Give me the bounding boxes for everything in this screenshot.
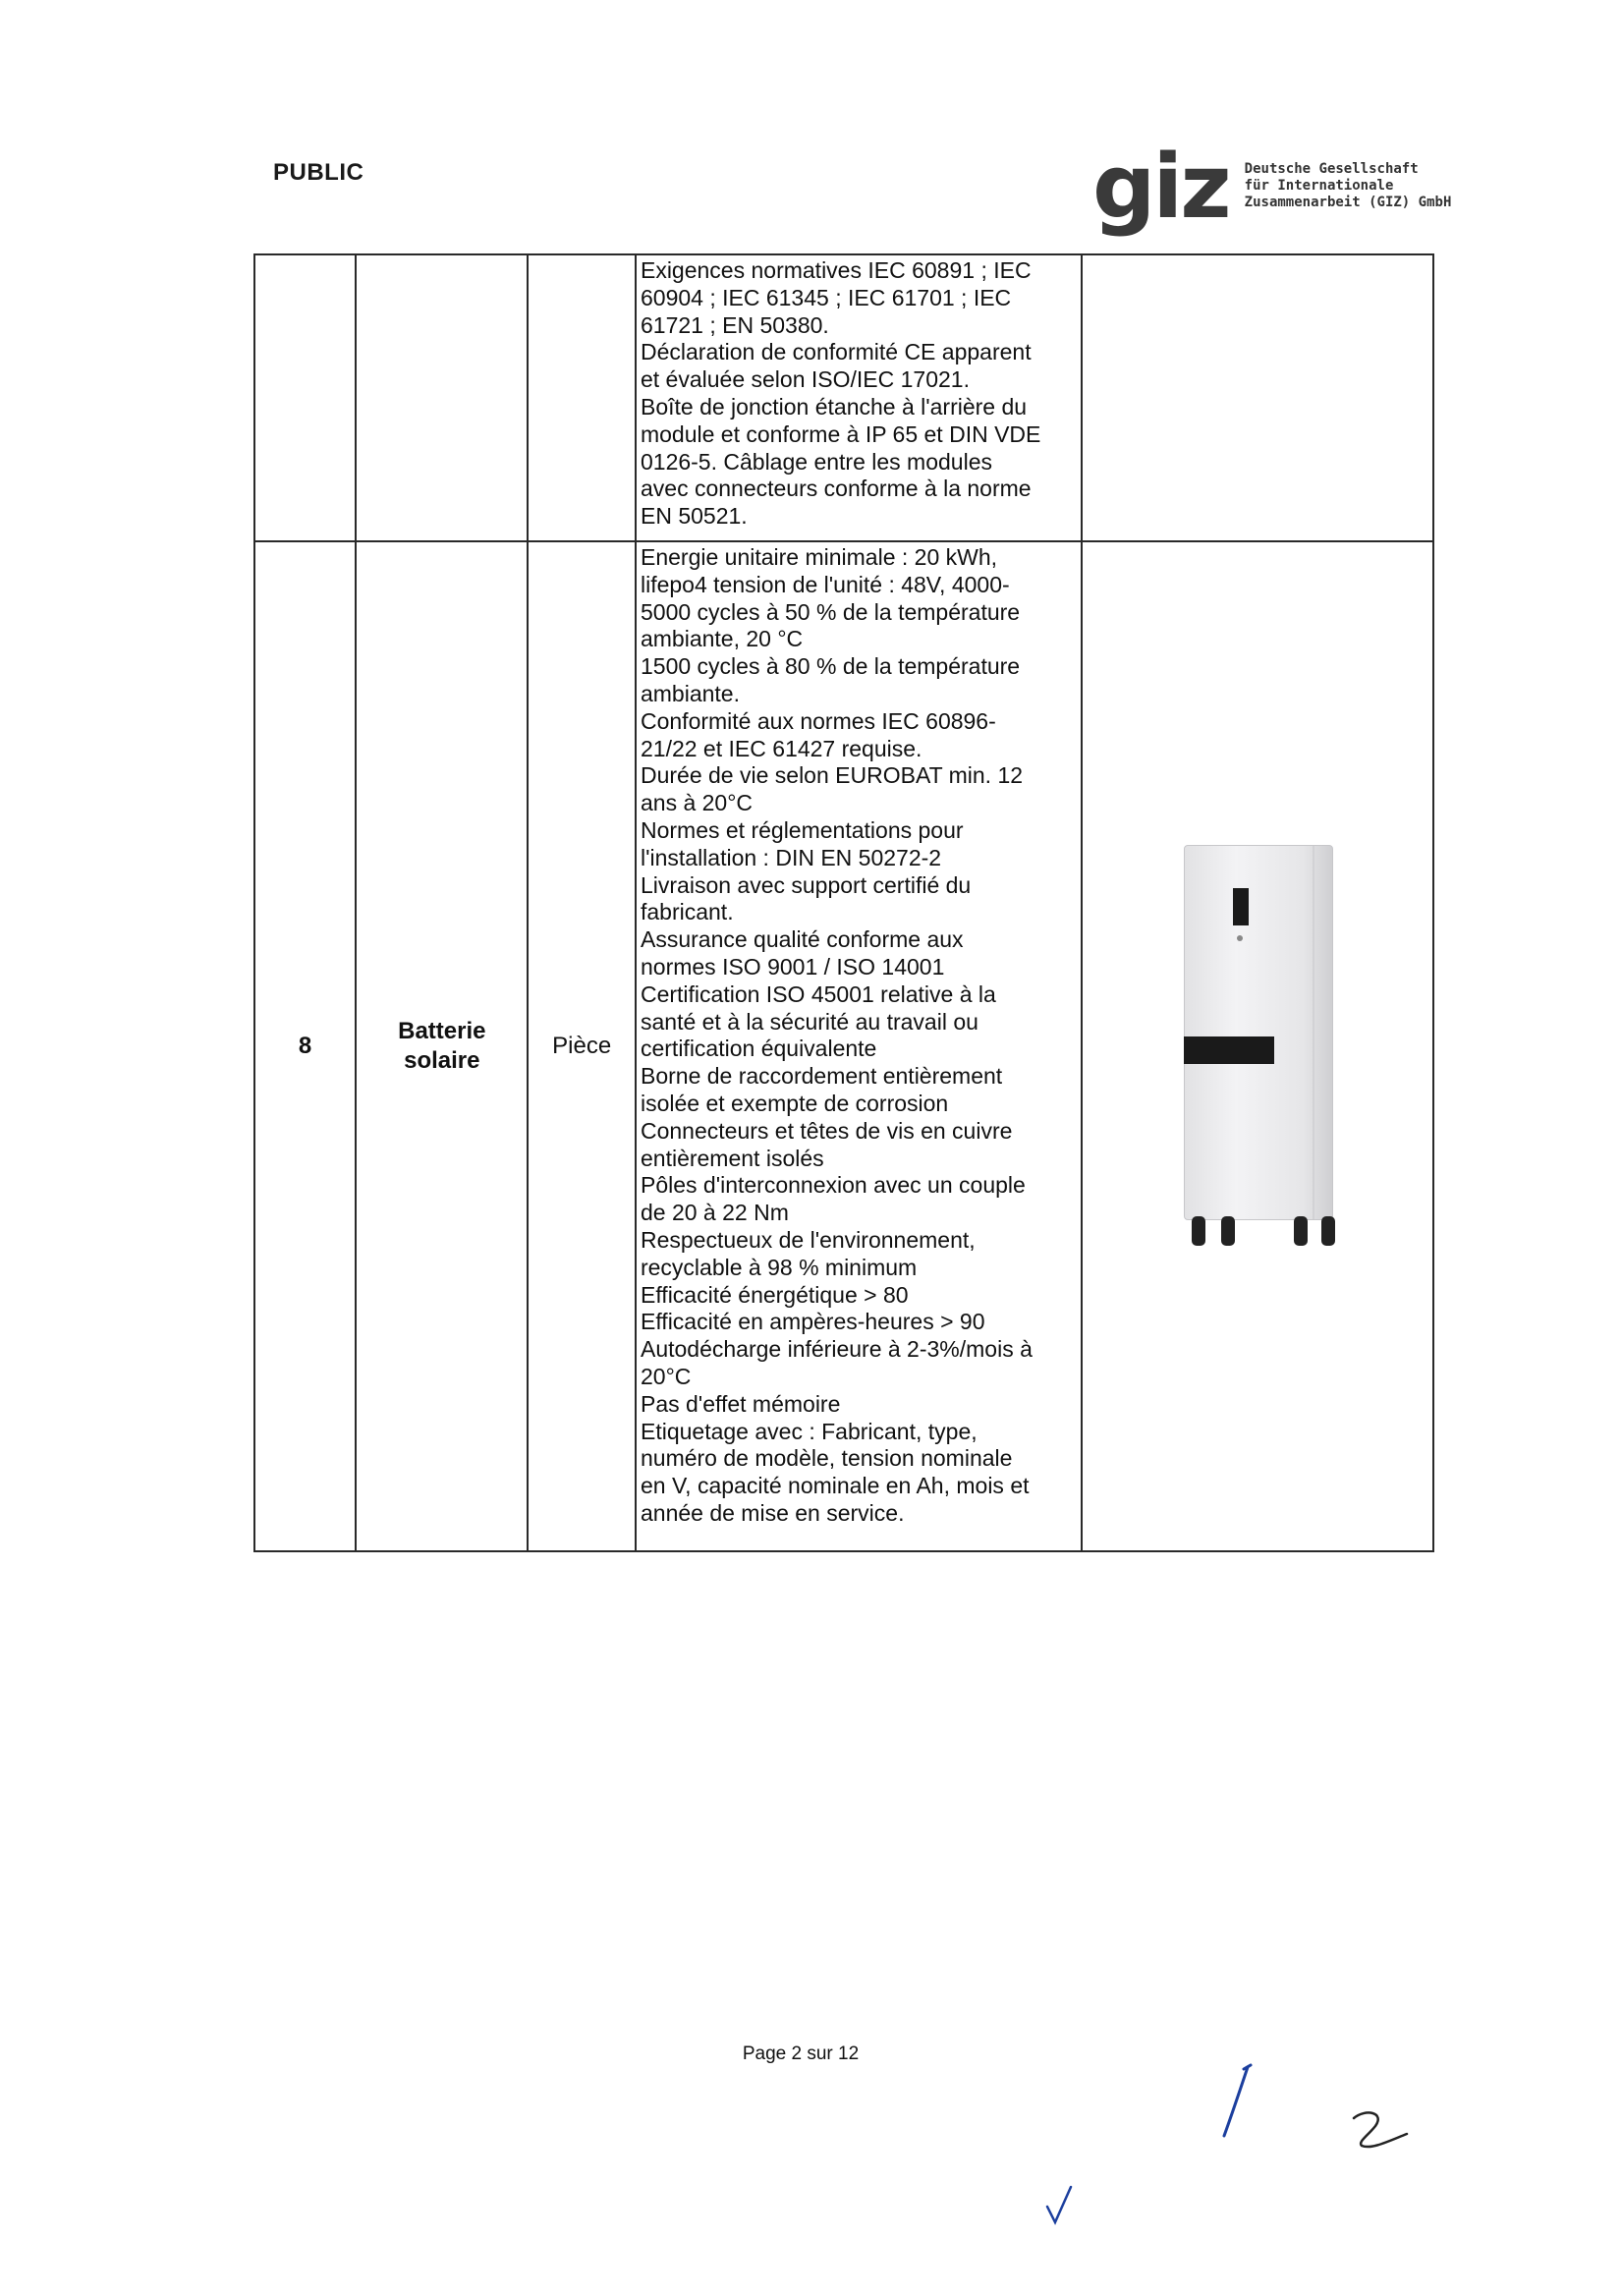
item-number-cell [254,254,356,541]
spec-line: lifepo4 tension de l'unité : 48V, 4000- [640,571,1010,597]
spec-line: fabricant. [640,899,734,925]
spec-text [637,255,1081,532]
giz-logo [1092,136,1452,239]
spec-line: Connecteurs et têtes de vis en cuivre [640,1117,1013,1144]
spec-line: Energie unitaire minimale : 20 kWh, [640,544,998,570]
handwritten-mark [1218,2063,1258,2147]
spec-line: Pas d'effet mémoire [640,1390,841,1417]
spec-line: santé et à la sécurité au travail ou [640,1008,978,1035]
item-spec-cell [636,541,1082,1551]
spec-line: Boîte de jonction étanche à l'arrière du [640,393,1028,420]
item-unit-cell [528,254,636,541]
item-spec-cell [636,254,1082,541]
item-name-cell [356,254,528,541]
spec-line: numéro de modèle, tension nominale [640,1445,1013,1472]
battery-cabinet-image [1174,845,1341,1248]
spec-line: ans à 20°C [640,790,754,816]
spec-line: Efficacité énergétique > 80 [640,1281,909,1308]
spec-line: normes ISO 9001 / ISO 14001 [640,953,945,980]
spec-line: 21/22 et IEC 61427 requise. [640,735,922,761]
spec-line: Autodécharge inférieure à 2-3%/mois à [640,1336,1033,1363]
item-unit-cell: Pièce [528,541,636,1551]
spec-line: Déclaration de conformité CE apparent [640,339,1032,365]
spec-line: 5000 cycles à 50 % de la température [640,598,1021,625]
spec-line: recyclable à 98 % minimum [640,1254,918,1280]
logo-mark: giz [1092,136,1229,239]
spec-line: Assurance qualité conforme aux [640,926,964,953]
spec-line: Etiquetage avec : Fabricant, type, [640,1418,978,1444]
specification-table [253,253,1434,1552]
spec-line: Respectueux de l'environnement, [640,1226,976,1253]
item-name-cell: Batterie solaire [356,541,528,1551]
spec-line: et évaluée selon ISO/IEC 17021. [640,366,970,393]
item-number-cell: 8 [254,541,356,1551]
spec-line: entièrement isolés [640,1145,824,1171]
spec-line: en V, capacité nominale en Ah, mois et [640,1473,1030,1499]
spec-line: Livraison avec support certifié du [640,871,972,898]
table-row [254,541,1433,1551]
spec-line: Borne de raccordement entièrement [640,1063,1003,1090]
handwritten-check [1041,2181,1081,2235]
spec-line: Efficacité en ampères-heures > 90 [640,1309,985,1335]
spec-line: 61721 ; EN 50380. [640,311,829,338]
spec-line: Conformité aux normes IEC 60896- [640,707,996,734]
spec-line: isolée et exempte de corrosion [640,1090,949,1116]
item-image-cell [1082,254,1433,541]
spec-line: 0126-5. Câblage entre les modules [640,448,992,475]
handwritten-initial [1348,2108,1417,2162]
spec-line: 60904 ; IEC 61345 ; IEC 61701 ; IEC [640,284,1012,310]
classification-label: PUBLIC [273,159,364,186]
spec-line: ambiante, 20 °C [640,626,804,652]
spec-line: l'installation : DIN EN 50272-2 [640,844,942,870]
logo-text: Deutsche Gesellschaft für Internationale Zusammenarbeit (GIZ) GmbH [1244,161,1452,210]
item-image-cell [1082,541,1433,1551]
spec-line: avec connecteurs conforme à la norme [640,476,1032,502]
spec-line: certification équivalente [640,1036,877,1062]
spec-line: 1500 cycles à 80 % de la température [640,653,1021,680]
spec-line: module et conforme à IP 65 et DIN VDE [640,420,1041,447]
spec-line: EN 50521. [640,503,748,530]
spec-line: Certification ISO 45001 relative à la [640,980,996,1007]
spec-line: Pôles d'interconnexion avec un couple [640,1172,1026,1199]
spec-line: Durée de vie selon EUROBAT min. 12 [640,762,1024,789]
spec-line: 20°C [640,1363,692,1389]
table-row [254,254,1433,541]
page-number: Page 2 sur 12 [742,2044,860,2064]
spec-line: Exigences normatives IEC 60891 ; IEC [640,257,1032,283]
spec-line: année de mise en service. [640,1499,905,1526]
spec-line: ambiante. [640,680,740,706]
spec-text [637,542,1081,1530]
spec-line: Normes et réglementations pour [640,816,964,843]
spec-line: de 20 à 22 Nm [640,1200,789,1226]
